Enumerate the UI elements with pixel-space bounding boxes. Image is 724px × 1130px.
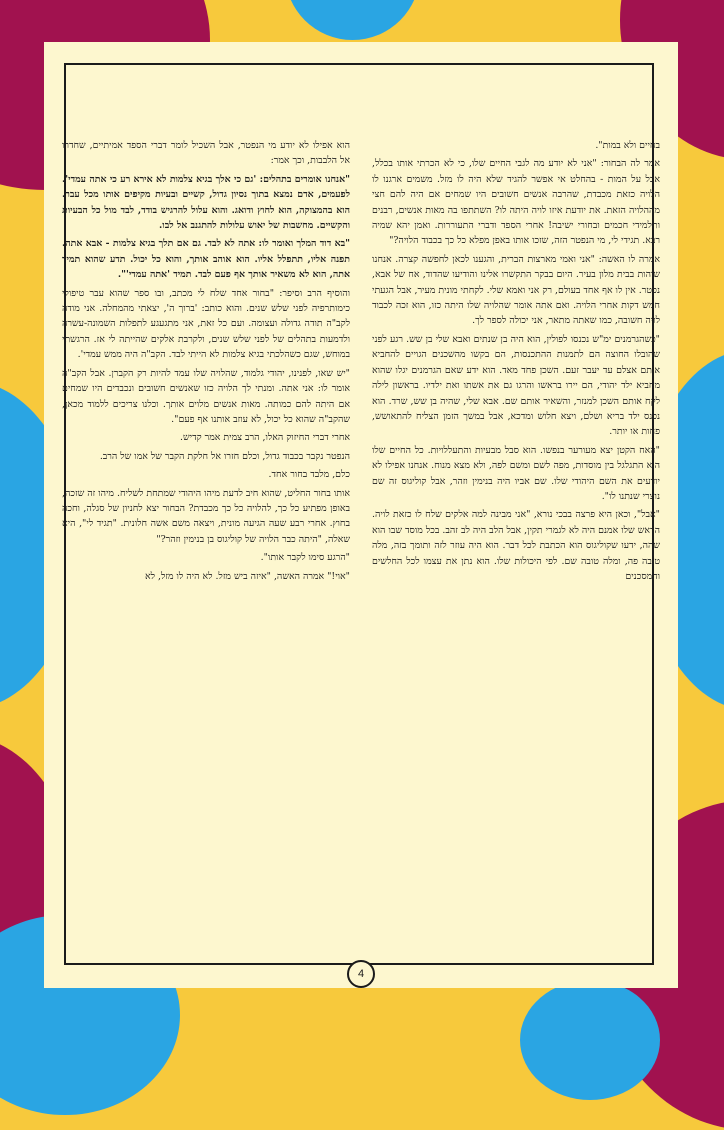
text-column-right xyxy=(62,138,350,928)
page-number: 4 xyxy=(357,968,365,980)
paragraph: והוסיף הרב וסיפר: "בחור אחד שלח לי מכתב, ובו ספר שהוא עבר טיפולי כימותרפיה לפני שלש שנים. והוא כותב: 'ברוך ה', יצאתי מהמחלה. אני מודה לקב"ה תודה גדולה ועצומה. ועם כל זאת, אני מתגעגע לתפלות השמונה-עשרה ולדמעות בתהלים של לפני שלש שנים, ולקרבת אלקים שהייתה לי אז. הרגשתי במוחש, שגם כשהלכתי בגיא צלמות לא הייתי לבד. הקב"ה היה ממש עמדי'. xyxy=(62,287,350,361)
paragraph: אמרה לו האשה: "אני ואמי מארצות הברית, והגענו לכאן לחפשה קצרה. אנחנו שוהות בבית מלון בעיר. היום בבקר התקשרו אלינו והודיעו שהדוד, אח של אבא, נפטר. אין לו אף אחד בעולם, רק אני ואמא שלי. לקחתי מונית מעיר, אבל הגעתי חמש דקות אחרי הלויה. ואם אתה אומר שהלויה שלו היתה כזו, הוא זכה לכבוד לויה חשובה, כמו שאתה מתאר, אני יכולה לספר לך. xyxy=(372,253,660,327)
paragraph: כלם, מלבד בחור אחד. xyxy=(268,469,350,481)
article-body xyxy=(62,138,660,928)
paragraph: "בא דוד המלך ואומר לו: אתה לא לבד. גם אם תלך בגיא צלמות - אבא אתה. תפנה אליו, תתפלל אליו. הוא אוהב אותך, והוא כל יכול. תדע שהוא תמיד אתה, הוא לא משאיר אותך אף פעם לבד. תמיד 'אתה עמדי'". xyxy=(62,238,350,281)
paragraph: "אנחנו אומרים בתהלים: 'גם כי אלך בגיא צלמות לא אירא רע כי אתה עמדי'. לפעמים, אדם נמצא בתוך נסיון גדול, קשיים ובעיות מקיפים אותו מכל עבר. הוא בהמצוקה, הוא לחוץ ודואג. והוא עלול להרגיש בודד, לבד מול כל הבעיות והקשיים. מחשבות של יאוש עלולות להתגנב אל לבו. xyxy=(62,173,350,232)
paragraph: "אוי!" אמרה האשה, "איזה ביש מזל. לא היה לו מזל, לא xyxy=(144,570,350,582)
paragraph: בחיים ולא במות". xyxy=(595,140,660,151)
page-paper xyxy=(44,42,678,988)
decor-blob-blue-top xyxy=(285,0,420,40)
paragraph: "הרגע סימו לקבר אותו". xyxy=(260,552,350,564)
paragraph: הנפטר נקבר בכבוד גדול, וכלם חזרו אל חלקת הקבר של אמו של הרב. xyxy=(99,450,350,462)
paragraph: "האח הקטן יצא מעורער בנפשו. הוא סבל מבעיות והתעללויות. כל החיים שלו הוא התגלגל בין מוסדות, מפה לשם ומשם לפה, ולא מצא מנוח. אנחנו אפילו לא יודעים את השם היהודי שלו. שם אביו היה בנימין וזהר, אבל קוליגוס זה שם נוצרי שנתנו לו". xyxy=(372,444,660,502)
paragraph: "אבל", וכאן היא פרצה בבכי נורא, "אני מבינה למה אלקים שלח לו כזאת לויה. הראש שלו אמנם היה לא לגמרי תקין, אבל הלב היה לב זהב. בכל מוסד שבו הוא שהה, ידעו שקוליגוס הוא הכתבת לכל דבר. הוא היה עוזר לזה ותומך בזה, מלה טובה פה, ומלה טובה שם. לפי היכולות שלו. הוא נתן את עצמו לכל החלשים והמסכנים xyxy=(372,509,660,582)
paragraph: "כשהגרמנים ימ"ש נכנסו לפולין, הוא היה בן שנתים ואבא שלי בן שש. רגע לפני שהובלו החוצה הם לתמנות ההתכנסות, הם בקשו מהשכנים הגויים להחביא אותם אצלם עד יעבר זעם. השכן פחד מאד. הוא ידע שאם הגרמנים יגלו שהוא מחביא ילד יהודי, הם יירו בראשו והרגו גם את אשתו ואת ילדיו. בראשון לילה לקח אותם השכן למנזר, והשאיר אותם שם. אבא שלי, שהיה בן שש, שרד. הוא נכנס ילד בריא ושלם, ויצא חלוש ומדכא, אבל במשך הזמן הצליח להתאושש, פחות או יותר. xyxy=(372,333,660,438)
paragraph: אחרי דברי החיזוק האלו, הרב צמית אמר קדיש. xyxy=(180,432,350,444)
page-number-badge xyxy=(347,960,375,988)
paragraph: "יש שאו, לפנינו, יהודי גלמוד, שהלויה שלו עמד להיות רק הקברן. אבל הקב"ה אומר לו: אני אתה. ומנתי לך הלויה כזו שאנשים חשובים ונכבדים היו שמחים אם היתה להם כמותה. מאות אנשים מלוים אותך. וכלנו צריכים ללמוד מכאן, שהקב"ה שהוא כל יכול, לא עוזב אותנו אף פעם". xyxy=(62,367,350,425)
paragraph: אמר לה הבחור: "אני לא יודע מה לגבי החיים שלו, כי לא הכרתי אותו בכלל, אבל על המות - בהחלט אי אפשר להגיד שלא היה לו מזל. משמים ארגנו לו הלויה כזאת מכבדת, שהרבה אנשים חשובים היו שמחים אם היה להם חצי מההלויה הזאת. את יודעת איזו לויה היתה לו? השתתפו בה מאות אנשים, רבנים ותלמידי חכמים ובחורי ישיבה! אחרי הספד ודברי התעוררות. ואמן יהא שמיה רבא. תגידי לי, מי הנפטר הזה, שזכו אותו באפן מפלא כל כך בכבוד הלויה?" xyxy=(372,158,660,247)
paragraph: אותו בחור החליט, שהוא חיב לדעת מיהו היהודי שמתחת לשליח. מיהו זה שזכה, באופן מפתיע כל כך, להלויה כל כך מכבדת? הבחור יצא לחניון של סגלה, וחכה בחוץ. אחרי רבע שעה הגיעה מונית, ויצאה משם אשה חלונית. "תגיד לי", היא שאלה, "היתה כבר הלויה של קוליגוס בן בנימין וזהר?" xyxy=(62,487,350,545)
paragraph: הוא אפילו לא יודע מי הנפטר, אבל השכיל לומר דברי הספד אמיתיים, שחדרו אל הלבבות, וכך אמר: xyxy=(62,140,350,167)
decor-blob-blue-bottom xyxy=(520,980,660,1100)
text-column-left xyxy=(372,138,660,928)
